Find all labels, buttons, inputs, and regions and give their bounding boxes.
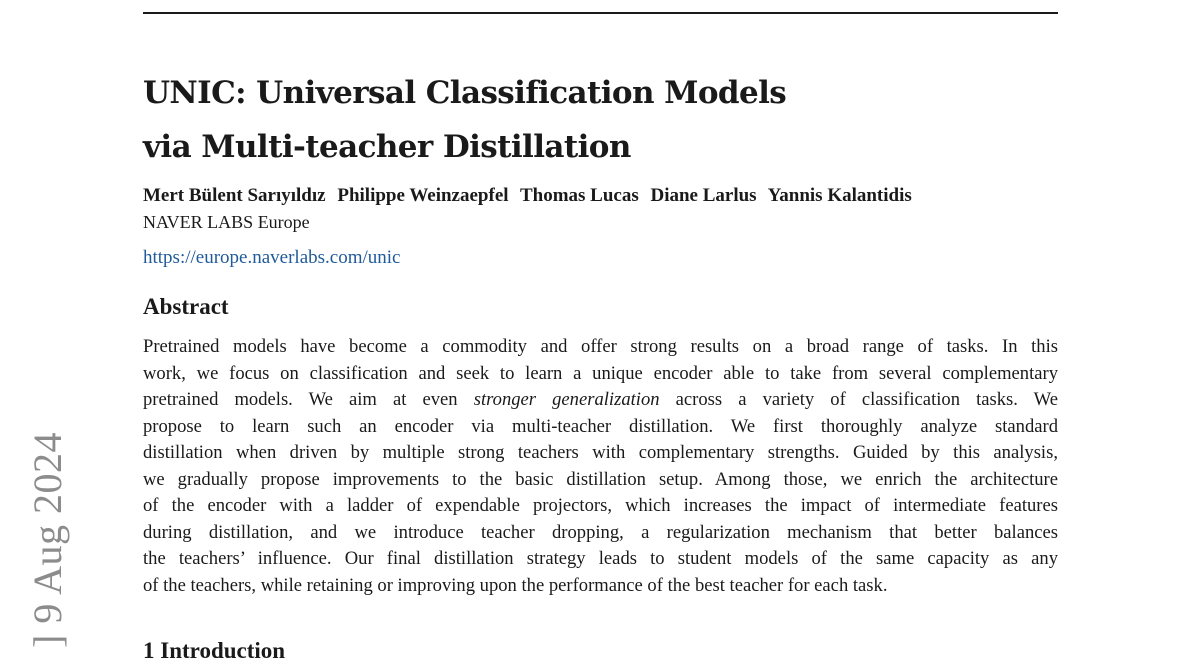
top-rule	[143, 12, 1058, 14]
author-name: Thomas Lucas	[519, 185, 639, 206]
abstract-line: we gradually propose improvements to the basic distillation setup. Among those, we enrich the architecture	[143, 468, 1058, 490]
abstract-line-3-tail: across a variety of classification tasks. We	[659, 389, 1058, 410]
abstract-line: work, we focus on classification and seek to learn a unique encoder able to take from several complementary	[143, 362, 1058, 384]
abstract-emphasis: stronger generalization	[473, 389, 660, 410]
abstract-line: of the teachers, while retaining or improving upon the performance of the best teacher for each task.	[143, 574, 888, 596]
abstract-body	[143, 334, 1058, 599]
author-name: Mert Bülent Sarıyıldız	[143, 185, 326, 206]
arxiv-date-stamp: ] 9 Aug 2024	[25, 432, 70, 648]
abstract-line: Pretrained models have become a commodity and offer strong results on a broad range of tasks. In this	[143, 336, 1058, 357]
affiliation: NAVER LABS Europe	[143, 212, 310, 232]
author-name: Philippe Weinzaepfel	[337, 185, 509, 206]
abstract-line-emphasis	[143, 387, 1058, 414]
author-name: Yannis Kalantidis	[767, 185, 912, 206]
author-list	[143, 184, 1058, 208]
abstract-line: the teachers’ influence. Our final distillation strategy leads to student models of the same capacity as any	[143, 548, 1058, 569]
paper-title	[143, 66, 1058, 174]
author-name: Diane Larlus	[650, 185, 757, 206]
project-url-link[interactable]: https://europe.naverlabs.com/unic	[143, 247, 401, 268]
abstract-line: propose to learn such an encoder via multi-teacher distillation. We first thoroughly analyze standard	[143, 415, 1058, 437]
title-line-1: UNIC: Universal Classification Models	[143, 75, 787, 111]
abstract-line: during distillation, and we introduce teacher dropping, a regularization mechanism that better balances	[143, 521, 1058, 543]
section-heading-introduction: 1 Introduction	[143, 638, 286, 663]
title-line-2: via Multi-teacher Distillation	[143, 129, 631, 165]
abstract-line-3-head: pretrained models. We aim at even	[143, 389, 474, 410]
abstract-line: distillation when driven by multiple strong teachers with complementary strengths. Guided by this analysis,	[143, 442, 1058, 463]
abstract-heading: Abstract	[143, 294, 229, 319]
abstract-line: of the encoder with a ladder of expendable projectors, which increases the impact of intermediate features	[143, 495, 1058, 516]
